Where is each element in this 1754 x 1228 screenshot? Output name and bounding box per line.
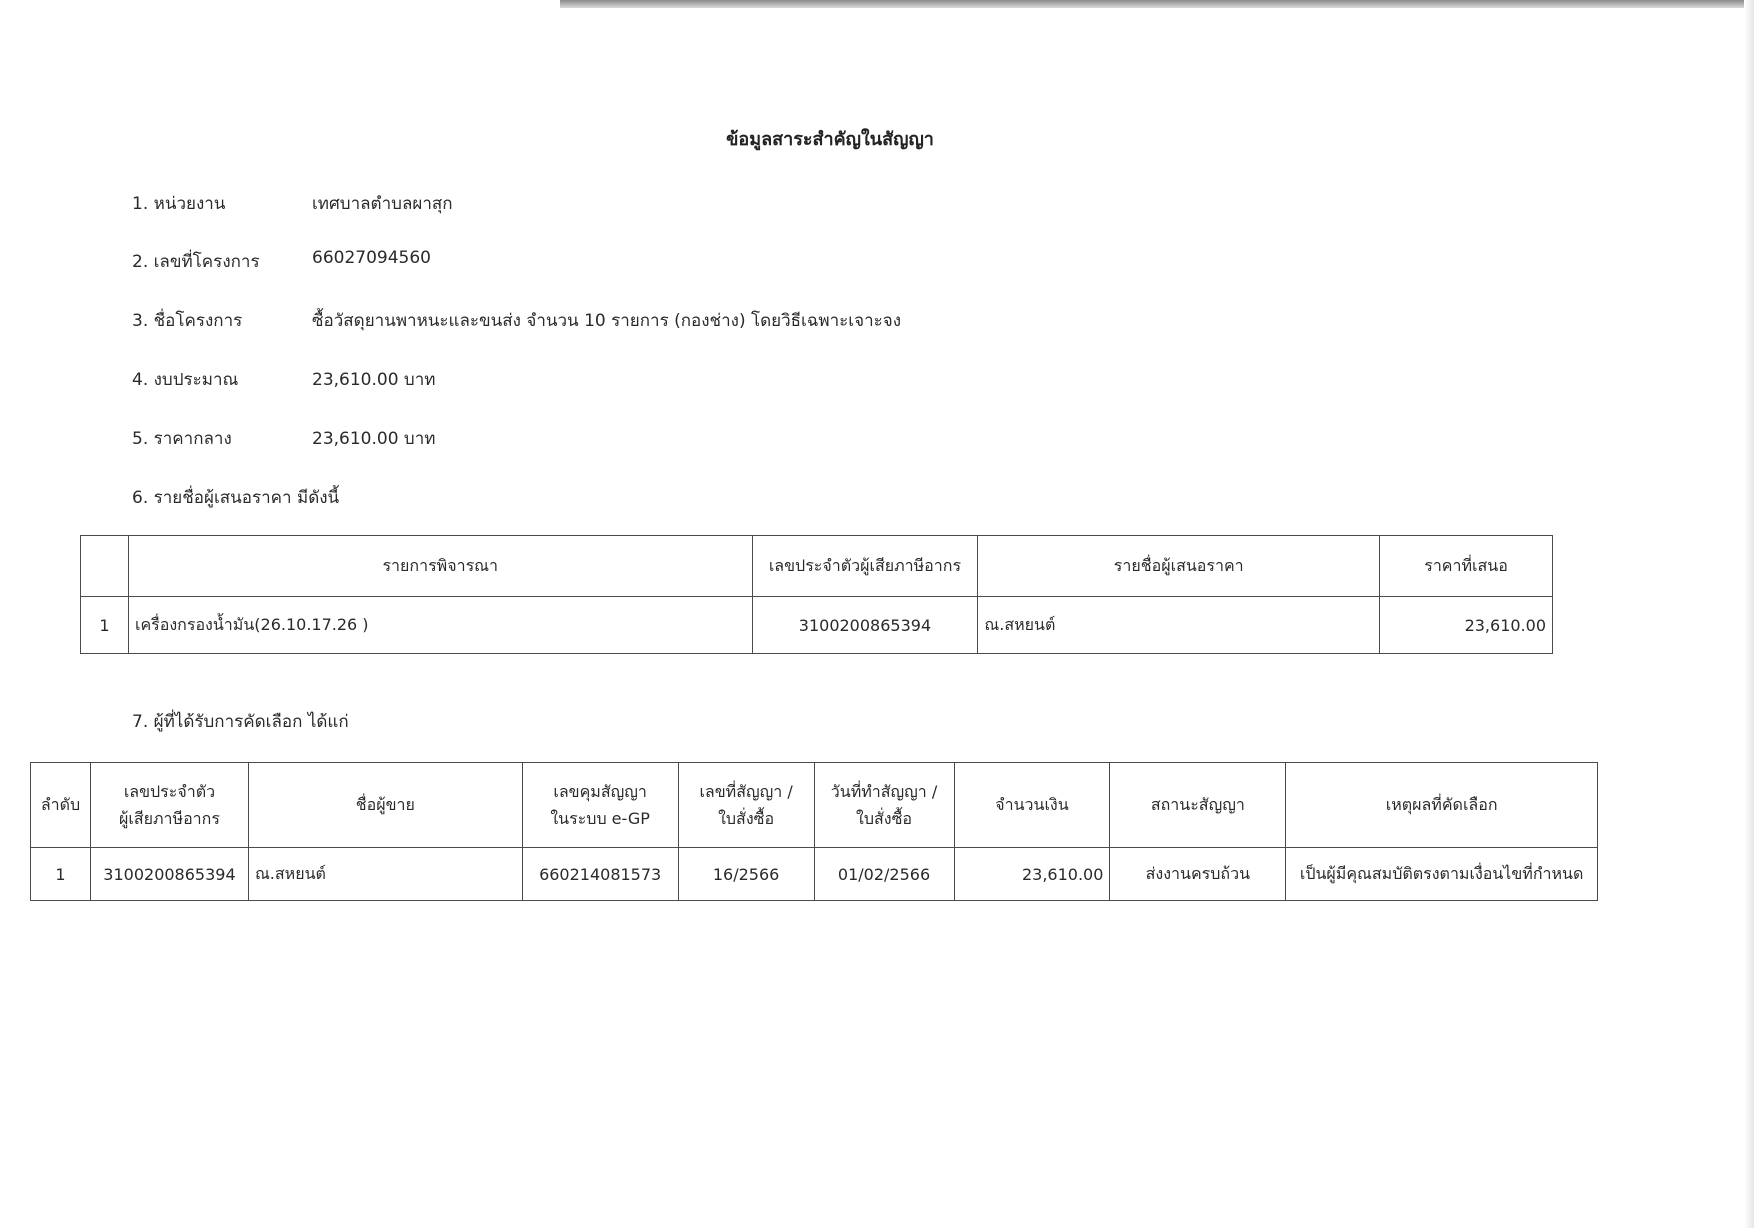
winners-cell-reason: เป็นผู้มีคุณสมบัติตรงตามเงื่อนไขที่กำหนด — [1286, 848, 1598, 901]
winners-header-status — [1110, 763, 1286, 848]
winners-cell-status: ส่งงานครบถ้วน — [1110, 848, 1286, 901]
section-6-title: 6. รายชื่อผู้เสนอราคา มีดังนี้ — [132, 488, 340, 508]
section-7-title: 7. ผู้ที่ได้รับการคัดเลือก ได้แก่ — [132, 712, 349, 732]
winners-header-egp-line1: เลขคุมสัญญา — [553, 781, 647, 801]
winners-header-tax-id — [90, 763, 248, 848]
winners-header-tax-id-line1: เลขประจำตัว — [123, 781, 216, 801]
winners-header-egp-line2: ในระบบ e-GP — [550, 809, 650, 828]
table-row — [81, 597, 1553, 654]
bidders-table — [80, 535, 1553, 654]
bidders-header-item: รายการพิจารณา — [128, 536, 752, 597]
winners-header-amount-label: จำนวนเงิน — [995, 795, 1069, 815]
winners-header-reason — [1286, 763, 1598, 848]
bidders-cell-price: 23,610.00 — [1380, 597, 1553, 654]
winners-cell-contract-date: 01/02/2566 — [814, 848, 954, 901]
project-name-value: ซื้อวัสดุยานพาหนะและขนส่ง จำนวน 10 รายการ (กองช่าง) โดยวิธีเฉพาะเจาะจง — [312, 311, 902, 331]
winners-header-tax-id-line2: ผู้เสียภาษีอากร — [119, 809, 220, 828]
bidders-cell-index: 1 — [81, 597, 129, 654]
winners-header-contract-date-line2: ใบสั่งซื้อ — [856, 809, 913, 828]
reference-price-value: 23,610.00 บาท — [312, 429, 436, 449]
bidders-header-tax-id: เลขประจำตัวผู้เสียภาษีอากร — [752, 536, 978, 597]
winners-header-contract-number-line2: ใบสั่งซื้อ — [718, 809, 775, 828]
bidders-header-bidder-name: รายชื่อผู้เสนอราคา — [978, 536, 1380, 597]
winners-header-order — [31, 763, 91, 848]
bidders-header-price: ราคาที่เสนอ — [1380, 536, 1553, 597]
project-number-label: 2. เลขที่โครงการ — [132, 252, 260, 272]
budget-value: 23,610.00 บาท — [312, 370, 436, 390]
winners-header-seller-name-label: ชื่อผู้ขาย — [355, 795, 415, 815]
winners-table — [30, 762, 1598, 901]
winners-header-amount — [954, 763, 1110, 848]
winners-table-header — [31, 763, 1598, 848]
winners-cell-order: 1 — [31, 848, 91, 901]
project-name-label: 3. ชื่อโครงการ — [132, 311, 243, 331]
project-number-value: 66027094560 — [312, 248, 431, 268]
agency-label: 1. หน่วยงาน — [132, 194, 226, 214]
bidders-header-index — [81, 536, 129, 597]
winners-header-contract-number — [678, 763, 814, 848]
winners-cell-tax-id: 3100200865394 — [90, 848, 248, 901]
bidders-table-header — [81, 536, 1553, 597]
winners-header-reason-label: เหตุผลที่คัดเลือก — [1385, 795, 1498, 815]
table-row — [31, 848, 1598, 901]
bidders-cell-item: เครื่องกรองน้ำมัน(26.10.17.26 ) — [128, 597, 752, 654]
winners-header-order-label: ลำดับ — [40, 795, 81, 815]
winners-header-contract-number-line1: เลขที่สัญญา / — [699, 781, 793, 801]
reference-price-label: 5. ราคากลาง — [132, 429, 232, 449]
scan-top-edge — [560, 0, 1754, 8]
bidders-cell-tax-id: 3100200865394 — [752, 597, 978, 654]
winners-header-egp-number — [522, 763, 678, 848]
scan-right-edge — [1744, 0, 1754, 1228]
budget-label: 4. งบประมาณ — [132, 370, 239, 390]
winners-header-contract-date — [814, 763, 954, 848]
winners-header-seller-name — [248, 763, 522, 848]
winners-cell-amount: 23,610.00 — [954, 848, 1110, 901]
agency-value: เทศบาลตำบลผาสุก — [312, 194, 453, 214]
winners-cell-contract-number: 16/2566 — [678, 848, 814, 901]
winners-header-status-label: สถานะสัญญา — [1150, 795, 1245, 815]
winners-cell-seller-name: ณ.สหยนต์ — [248, 848, 522, 901]
winners-header-contract-date-line1: วันที่ทำสัญญา / — [830, 781, 938, 801]
bidders-cell-bidder-name: ณ.สหยนต์ — [978, 597, 1380, 654]
document-title: ข้อมูลสาระสำคัญในสัญญา — [726, 129, 934, 150]
winners-cell-egp-number: 660214081573 — [522, 848, 678, 901]
